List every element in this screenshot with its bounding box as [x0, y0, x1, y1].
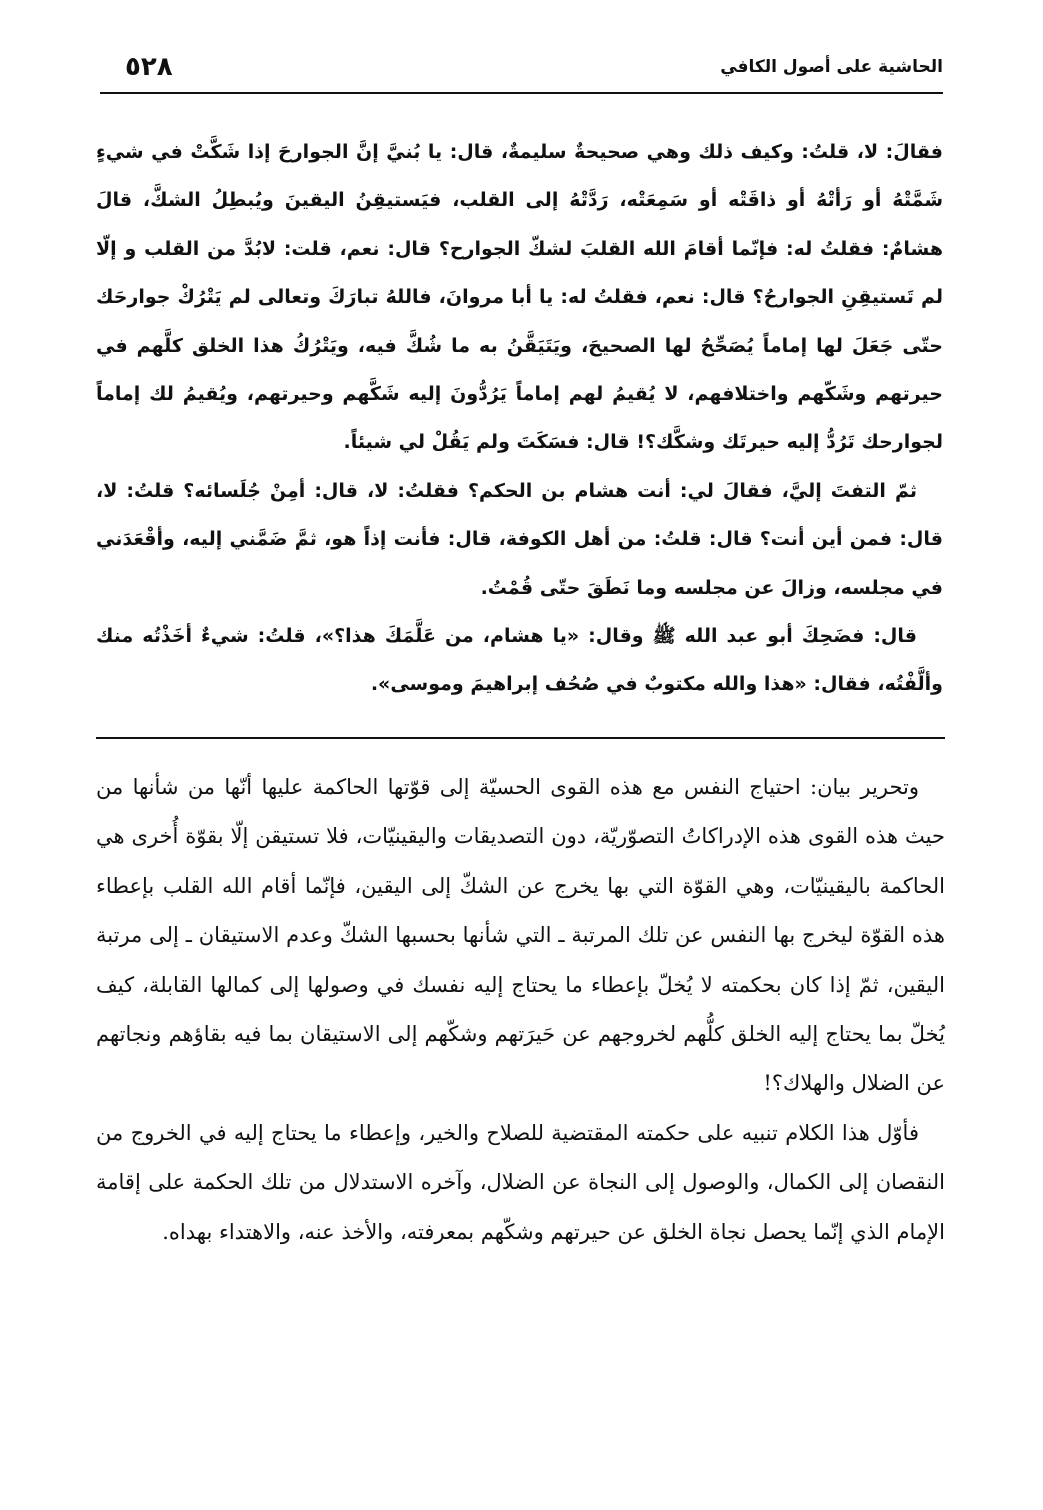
- commentary-paragraph: فأوّل هذا الكلام تنبيه على حكمته المقتضية للصلاح والخير، وإعطاء ما يحتاج إليه في الخروج من النقصان إلى الكمال، والوصول إلى النجاة عن الضلال، وآخره الاستدلال من تلك الحكمة على إقامة الإمام الذي إنّما يحصل نجاة الخلق عن حيرتهم وشكّهم بمعرفته، والأخذ عنه، والاهتداء بهداه.: [96, 1120, 945, 1244]
- header-rule: [100, 92, 943, 94]
- footnote-separator: [96, 737, 945, 739]
- hadith-paragraph: فقالَ: لا، قلتُ: وكيف ذلك وهي صحيحةٌ سليمةٌ، قال: يا بُنيَّ إنَّ الجوارحَ إذا شَكَّتْ في شيءٍ شَمَّتْهُ أو رَأتْهُ أو ذاقَتْه أو سَمِعَتْه، رَدَّتْهُ إلى القلب، فيَستيقِنُ اليقينَ ويُبطِلُ الشكَّ، قالَ هشامٌ: فقلتُ له: فإنّما أقامَ الله القلبَ لشكّ الجوارح؟ قال: نعم، قلت: لابُدَّ من القلب و إلّا لم تَستيقِنِ الجوارحُ؟ قال: نعم، فقلتُ له: يا أبا مروانَ، فاللهُ تبارَكَ وتعالى لم يَتْرُكْ جوارحَك حتّى جَعَلَ لها إماماً يُصَحِّحُ لها الصحيحَ، ويَتَيَقَّنُ به ما شُكَّ فيه، ويَتْرُكُ هذا الخلق كلَّهم في حيرتهم وشَكّهم واختلافهم، لا يُقيمُ لهم إماماً يَرُدُّونَ إليه شَكَّهم وحيرتهم، ويُقيمُ لك إماماً لجوارحك تَرُدُّ إليه حيرتَك وشكَّك؟! قال: فسَكَتَ ولم يَقُلْ لي شيئاً.: [96, 141, 943, 454]
- commentary-text: [96, 763, 945, 1257]
- page-number: ٥٢٨: [125, 52, 173, 82]
- hadith-paragraph: ثمّ التفتَ إليَّ، فقالَ لي: أنت هشام بن الحكم؟ فقلتُ: لا، قال: أمِنْ جُلَسائه؟ قلتُ: لا، قال: فمن أين أنت؟ قال: قلتُ: من أهل الكوفة، قال: فأنت إذاً هو، ثمَّ ضَمَّني إليه، وأقْعَدَني في مجلسه، وزالَ عن مجلسه وما نَطَقَ حتّى قُمْتُ.: [96, 479, 943, 599]
- running-title: الحاشية على أصول الكافي: [720, 57, 943, 77]
- hadith-text: [96, 128, 943, 709]
- hadith-paragraph: قال: فضَحِكَ أبو عبد الله ﷺ وقال: «يا هشام، من عَلَّمَكَ هذا؟»، قلتُ: شيءٌ أخَذْتُه منك وألَّفْتُه، فقال: «هذا والله مكتوبٌ في صُحُف إبراهيمَ وموسى».: [96, 625, 943, 696]
- page-header: [125, 50, 943, 84]
- commentary-paragraph: وتحرير بيان: احتياج النفس مع هذه القوى الحسيّة إلى قوّتها الحاكمة عليها أنّها من شأنها من حيث هذه القوى هذه الإدراكاتُ التصوّريّة، دون التصديقات واليقينيّات، فلا تستيقن إلّا بقوّة أُخرى هي الحاكمة باليقينيّات، وهي القوّة التي بها يخرج عن الشكّ إلى اليقين، فإنّما أقام الله القلب بإعطاء هذه القوّة ليخرج بها النفس عن تلك المرتبة ـ التي شأنها بحسبها الشكّ وعدم الاستيقان ـ إلى مرتبة اليقين، ثمّ إذا كان بحكمته لا يُخلّ بإعطاء ما يحتاج إليه نفسك في وصولها إلى كمالها القابلة، كيف يُخلّ بما يحتاج إليه الخلق كلُّهم لخروجهم عن حَيرَتهم وشكّهم إلى الاستيقان بما فيه بقاؤهم ونجاتهم عن الضلال والهلاك؟!: [96, 775, 945, 1096]
